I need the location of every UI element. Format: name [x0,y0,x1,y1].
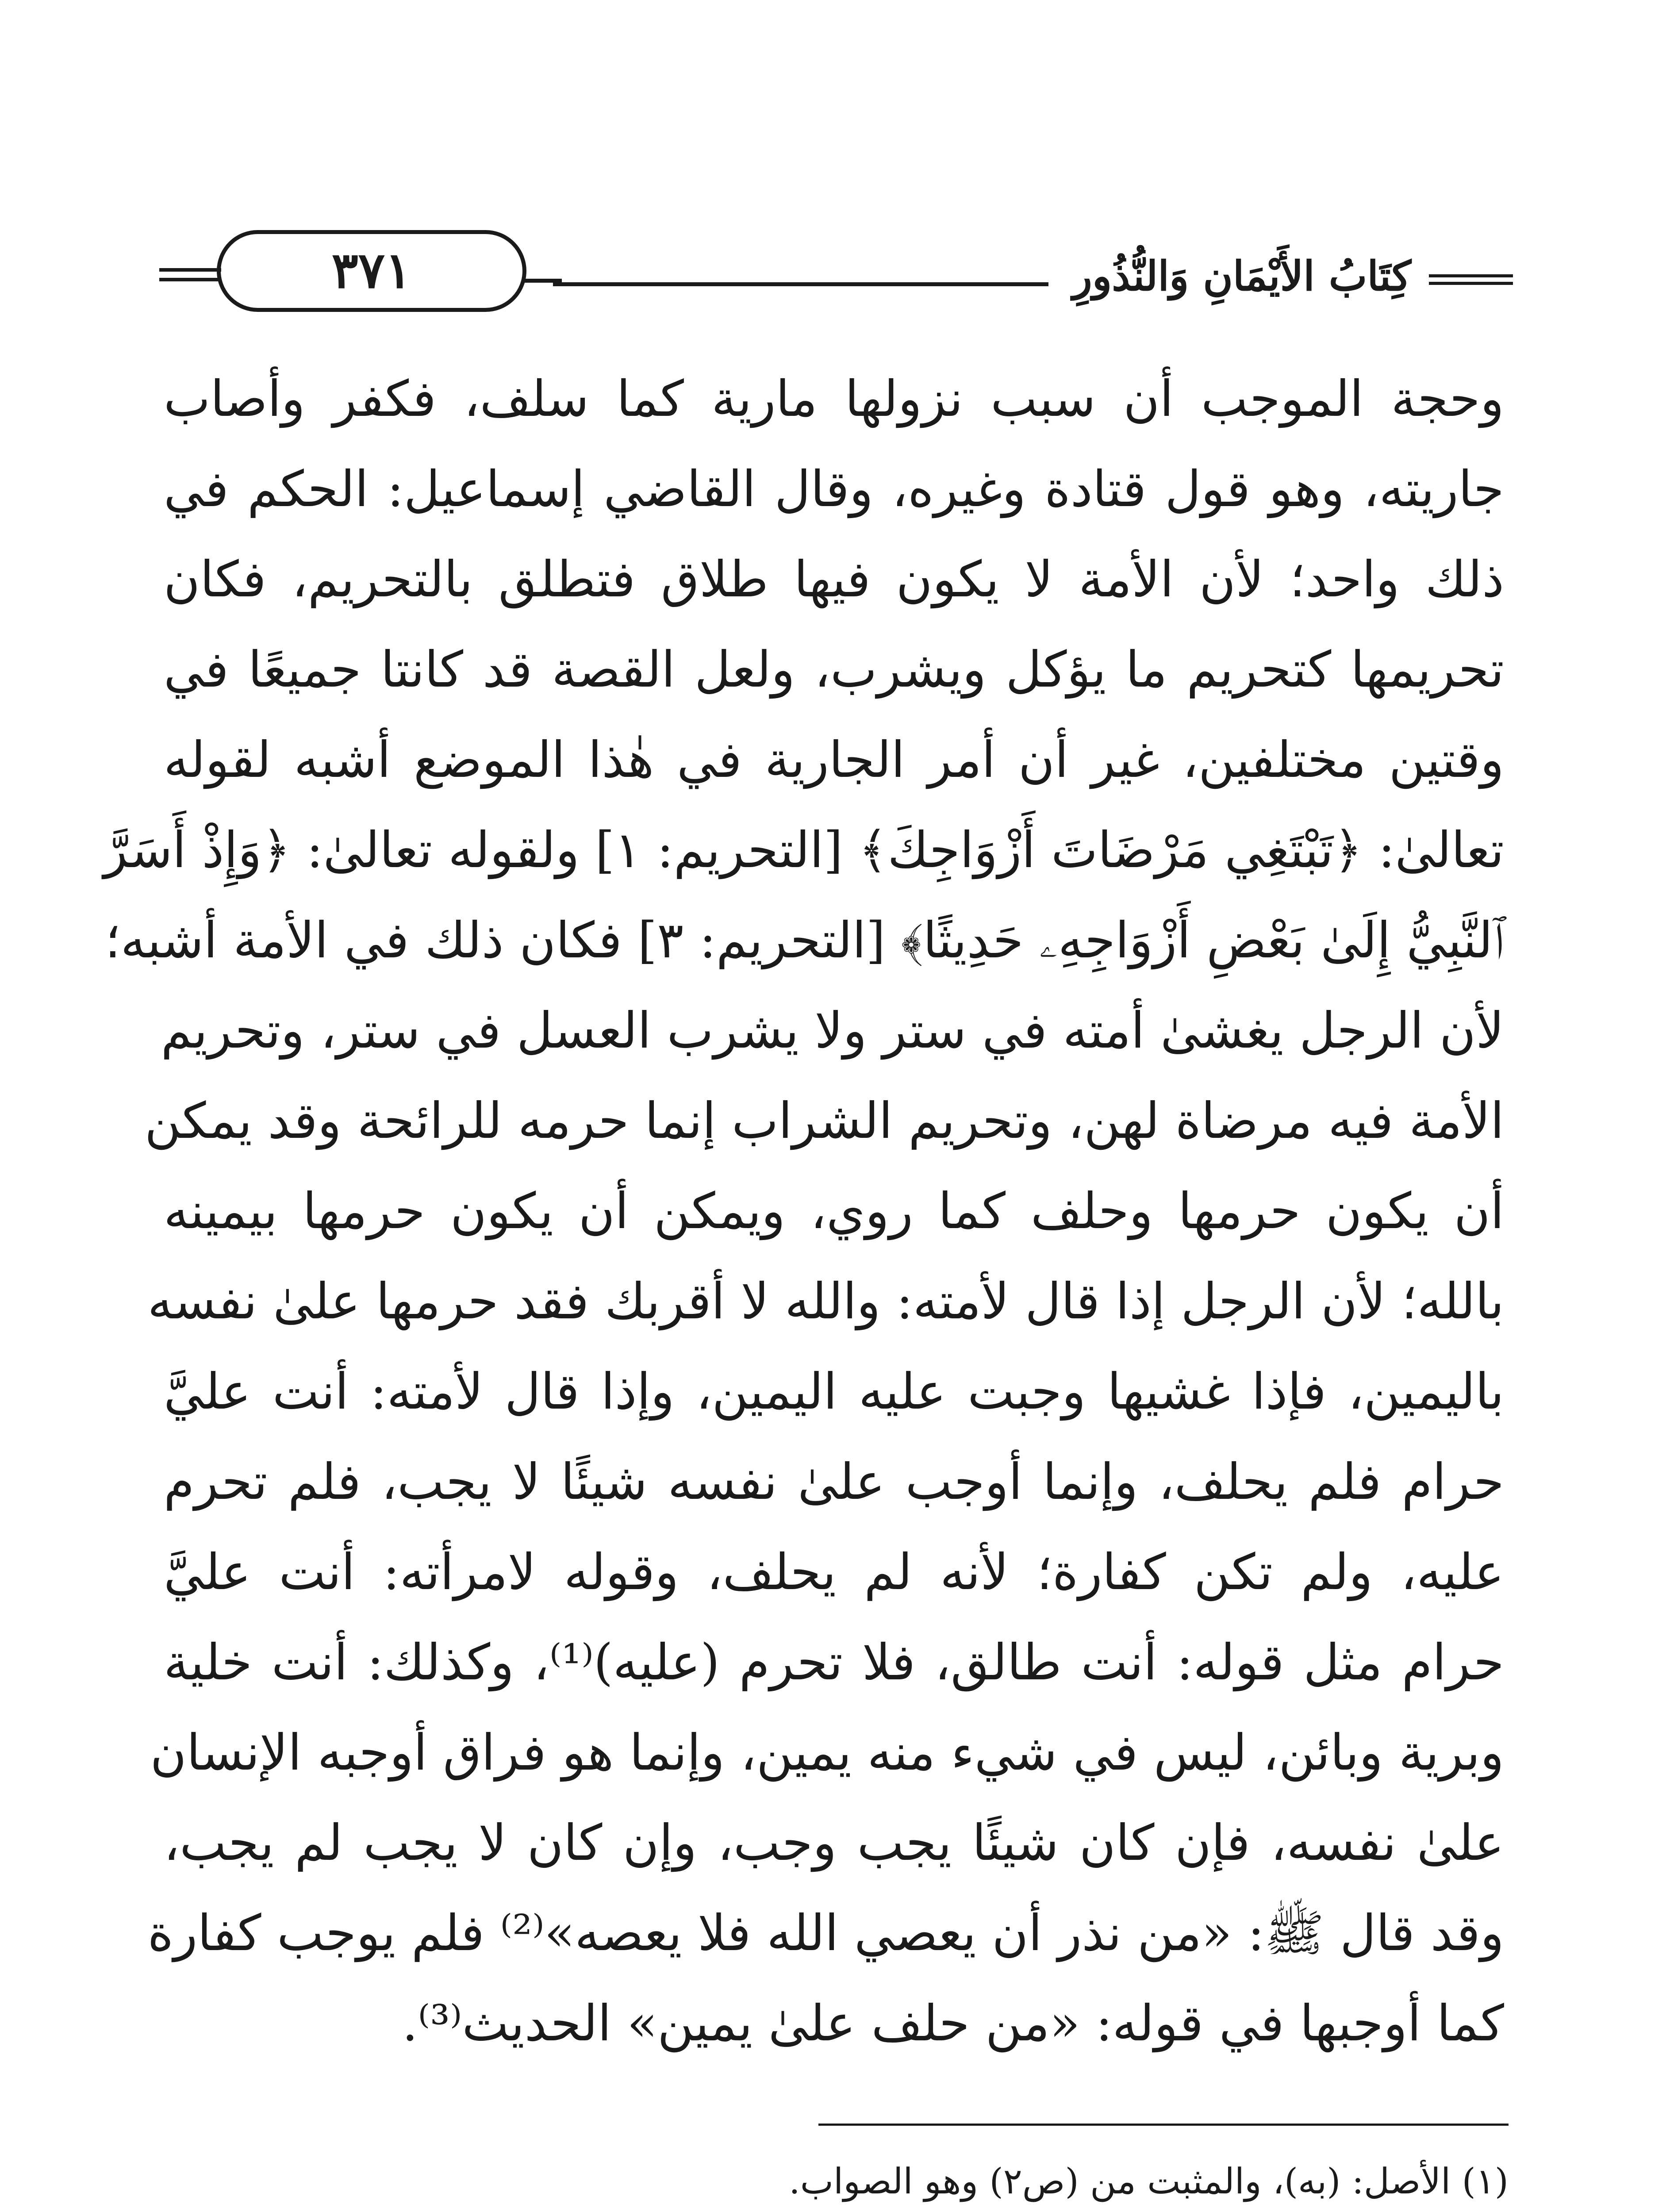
header-rule-left [159,268,221,281]
text-line: الأمة فيه مرضاة لهن، وتحريم الشراب إنما حرمه للرائحة وقد يمكن [144,1092,1504,1150]
text-line: لأن الرجل يغشىٰ أمته في ستر ولا يشرب العسل في ستر، وتحريم [161,1002,1504,1060]
text-line: وحجة الموجب أن سبب نزولها مارية كما سلف، فكفر وأصاب [164,370,1504,428]
text-line: تحريمها كتحريم ما يؤكل ويشرب، ولعل القصة قد كانتا جميعًا في [164,641,1505,699]
running-header [159,230,1513,319]
text-line: كما أوجبها في قوله: «من حلف علىٰ يمين» الحديث⁽³⁾. [402,1995,1504,2052]
footnote: (١) الأصل: (به)، والمثبت من (ص٢) وهو الصواب. [789,2161,1509,2202]
text-line: وقد قال ﷺ: «من نذر أن يعصي الله فلا يعصه»⁽²⁾ فلم يوجب كفارة [147,1905,1504,1962]
chapter-title: كِتَابُ الأَيْمَانِ وَالنُّذُورِ [1072,252,1411,300]
header-rule-middle [553,282,1048,286]
text-line: باليمين، فإذا غشيها وجبت عليه اليمين، وإذا قال لأمته: أنت عليَّ [164,1363,1504,1421]
header-rule-connector [522,279,562,283]
text-line: حرام مثل قوله: أنت طالق، فلا تحرم (عليه)⁽¹⁾، وكذلك: أنت خلية [164,1634,1504,1691]
text-line: عليه، ولم تكن كفارة؛ لأنه لم يحلف، وقوله لامرأته: أنت عليَّ [164,1544,1504,1601]
text-line: علىٰ نفسه، فإن كان شيئًا يجب وجب، وإن كان لا يجب لم يجب، [164,1814,1504,1872]
text-line: وقتين مختلفين، غير أن أمر الجارية في هٰذا الموضع أشبه لقوله [164,731,1504,789]
text-line: ٱلنَّبِيُّ إِلَىٰ بَعْضِ أَزْوَاجِهِۦ حَدِيثًا﴾ [التحريم: ٣] فكان ذلك في الأمة أشبه؛ [105,912,1504,969]
text-line: ذلك واحد؛ لأن الأمة لا يكون فيها طلاق فتطلق بالتحريم، فكان [164,551,1505,608]
main-text [104,354,1505,2069]
footnote-separator [818,2124,1509,2126]
text-line: أن يكون حرمها وحلف كما روي، ويمكن أن يكون حرمها بيمينه [164,1183,1504,1240]
text-line: وبرية وبائن، ليس في شيء منه يمين، وإنما هو فراق أوجبه الإنسان [150,1724,1504,1782]
text-line: حرام فلم يحلف، وإنما أوجب علىٰ نفسه شيئًا لا يجب، فلم تحرم [164,1453,1505,1511]
text-line: بالله؛ لأن الرجل إذا قال لأمته: والله لا أقربك فقد حرمها علىٰ نفسه [147,1273,1504,1330]
text-line: جاريته، وهو قول قتادة وغيره، وقال القاضي إسماعيل: الحكم في [164,461,1504,518]
header-rule-right [1429,274,1513,285]
page-number: ٣٧١ [217,230,526,312]
text-line: تعالىٰ: ﴿تَبْتَغِي مَرْضَاتَ أَزْوَاجِكَ﴾ [التحريم: ١] ولقوله تعالىٰ: ﴿وَإِذْ أَسَرَّ [104,822,1504,879]
footnotes [133,2150,1509,2212]
